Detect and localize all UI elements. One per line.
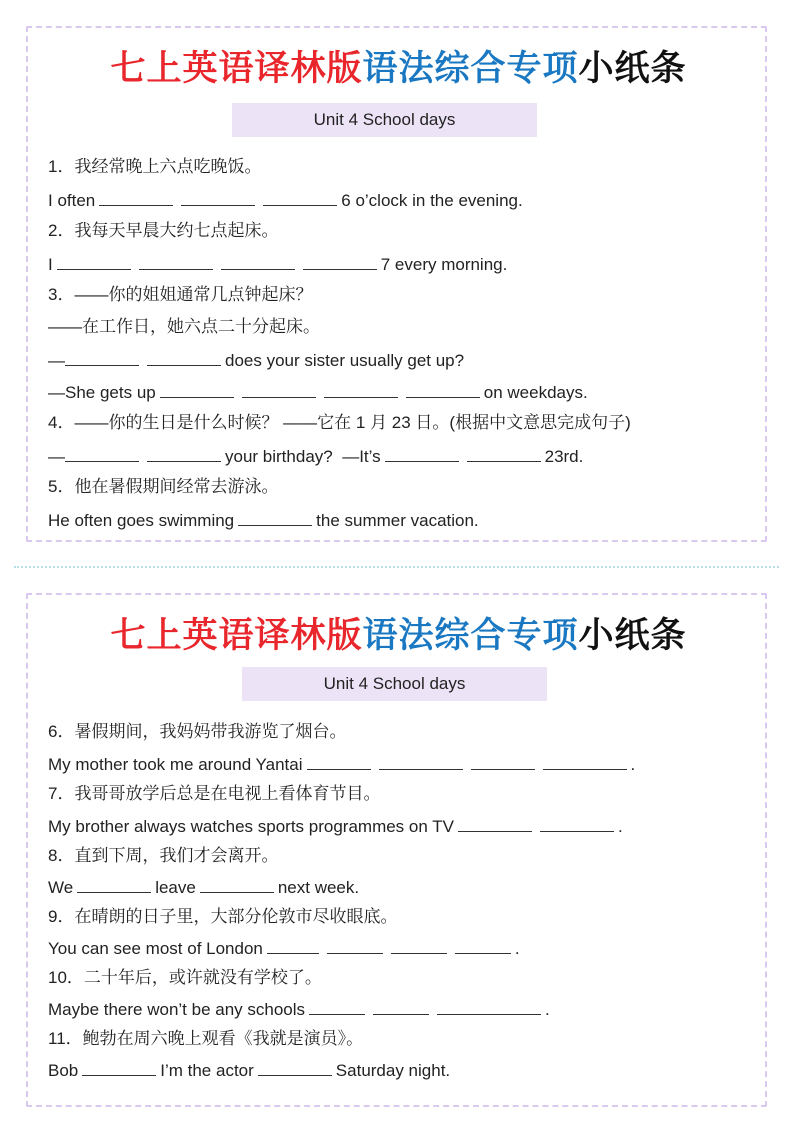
answer-blank[interactable] <box>242 380 316 398</box>
question-6-prompt: 6．暑假期间，我妈妈带我游览了烟台。 <box>48 722 347 741</box>
card-title <box>28 41 769 91</box>
title-red-part: 七上英语译林版 <box>110 615 363 656</box>
unit-label: Unit 4 School days <box>232 103 537 137</box>
answer-blank[interactable] <box>309 997 365 1015</box>
answer-blank[interactable] <box>147 348 221 366</box>
answer-blank[interactable] <box>455 936 511 954</box>
answer-blank[interactable] <box>324 380 398 398</box>
answer-blank[interactable] <box>467 444 541 462</box>
answer-blank[interactable] <box>77 875 151 893</box>
answer-blank[interactable] <box>99 188 173 206</box>
question-3-sentence-b: —She gets up on weekdays. <box>48 380 588 404</box>
answer-blank[interactable] <box>540 814 614 832</box>
question-10-sentence: Maybe there won’t be any schools . <box>48 997 550 1021</box>
answer-blank[interactable] <box>65 348 139 366</box>
answer-blank[interactable] <box>221 252 295 270</box>
answer-blank[interactable] <box>307 752 371 770</box>
question-4-sentence: — your birthday? —It’s 23rd. <box>48 444 583 468</box>
title-blue-part: 语法综合专项 <box>362 48 579 89</box>
question-7-sentence: My brother always watches sports programmes on TV . <box>48 814 623 838</box>
question-2-prompt: 2．我每天早晨大约七点起床。 <box>48 221 279 240</box>
answer-blank[interactable] <box>303 252 377 270</box>
unit-label: Unit 4 School days <box>242 667 547 701</box>
answer-blank[interactable] <box>379 752 463 770</box>
question-11-sentence: Bob I’m the actor Saturday night. <box>48 1058 450 1082</box>
question-8-sentence: We leave next week. <box>48 875 359 899</box>
answer-blank[interactable] <box>437 997 541 1015</box>
question-6-sentence: My mother took me around Yantai . <box>48 752 635 776</box>
answer-blank[interactable] <box>391 936 447 954</box>
title-blue-part: 语法综合专项 <box>362 615 579 656</box>
question-3-sentence-a: — does your sister usually get up? <box>48 348 464 372</box>
question-3-prompt-b: ——在工作日，她六点二十分起床。 <box>48 317 320 336</box>
answer-blank[interactable] <box>406 380 480 398</box>
question-2-sentence: I 7 every morning. <box>48 252 507 276</box>
question-3-prompt-a: 3．——你的姐姐通常几点钟起床？ <box>48 285 313 304</box>
answer-blank[interactable] <box>543 752 627 770</box>
answer-blank[interactable] <box>82 1058 156 1076</box>
question-5-sentence: He often goes swimming the summer vacation. <box>48 508 479 532</box>
dotted-divider <box>14 566 779 568</box>
question-9-sentence: You can see most of London . <box>48 936 520 960</box>
answer-blank[interactable] <box>238 508 312 526</box>
answer-blank[interactable] <box>139 252 213 270</box>
question-7-prompt: 7．我哥哥放学后总是在电视上看体育节目。 <box>48 784 381 803</box>
answer-blank[interactable] <box>147 444 221 462</box>
answer-blank[interactable] <box>160 380 234 398</box>
question-11-prompt: 11．鲍勃在周六晚上观看《我就是演员》。 <box>48 1029 364 1048</box>
note-card-2 <box>26 593 767 1107</box>
card-title <box>28 608 769 658</box>
answer-blank[interactable] <box>458 814 532 832</box>
title-red-part: 七上英语译林版 <box>110 48 363 89</box>
question-1-sentence: I often 6 o’clock in the evening. <box>48 188 523 212</box>
note-card-1 <box>26 26 767 542</box>
question-4-prompt: 4．——你的生日是什么时候？ ——它在 1 月 23 日。(根据中文意思完成句子) <box>48 413 631 432</box>
answer-blank[interactable] <box>57 252 131 270</box>
question-9-prompt: 9．在晴朗的日子里，大部分伦敦市尽收眼底。 <box>48 907 398 926</box>
answer-blank[interactable] <box>65 444 139 462</box>
question-5-prompt: 5．他在暑假期间经常去游泳。 <box>48 477 279 496</box>
answer-blank[interactable] <box>258 1058 332 1076</box>
title-black-part: 小纸条 <box>578 615 687 656</box>
answer-blank[interactable] <box>200 875 274 893</box>
answer-blank[interactable] <box>385 444 459 462</box>
answer-blank[interactable] <box>373 997 429 1015</box>
question-1-prompt: 1．我经常晚上六点吃晚饭。 <box>48 157 262 176</box>
question-8-prompt: 8．直到下周，我们才会离开。 <box>48 846 279 865</box>
answer-blank[interactable] <box>263 188 337 206</box>
question-10-prompt: 10．二十年后，或许就没有学校了。 <box>48 968 322 987</box>
answer-blank[interactable] <box>471 752 535 770</box>
title-black-part: 小纸条 <box>578 48 687 89</box>
answer-blank[interactable] <box>181 188 255 206</box>
answer-blank[interactable] <box>267 936 319 954</box>
answer-blank[interactable] <box>327 936 383 954</box>
